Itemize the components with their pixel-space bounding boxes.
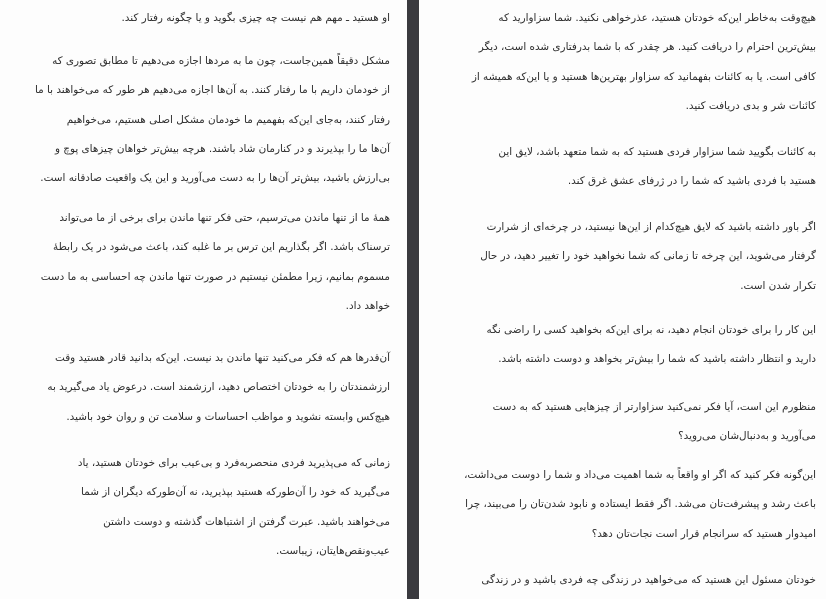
text-line: خودتان مسئول این هستید که می‌خواهید در زندگی چه فردی باشید و در زندگی xyxy=(481,574,816,586)
text-line: بی‌ارزش باشید، بیش‌تر آن‌ها را به دست می‌آورید و این یک واقعیت صادقانه است. xyxy=(40,172,390,185)
text-line: می‌گیرید که خود را آن‌طورکه هستید بپذیرید، نه آن‌طورکه دیگران از شما xyxy=(81,486,390,499)
text-line: کائنات شر و بدی دریافت کنید. xyxy=(685,99,816,112)
paragraph xyxy=(8,47,390,193)
paragraph xyxy=(8,4,390,33)
paragraph xyxy=(459,316,816,375)
text-line: او هستید ـ مهم هم نیست چه چیزی بگوید و یا چگونه رفتار کند. xyxy=(121,12,390,24)
text-line: امیدوار هستید که سرانجام قرار است نجات‌تان دهد؟ xyxy=(591,527,816,540)
text-line: تکرار شدن است. xyxy=(740,279,816,292)
page-gutter xyxy=(407,0,419,599)
text-line: هستید با فردی باشید که شما را در ژرفای عشق غرق کند. xyxy=(567,175,816,188)
text-line: می‌آورید و به‌دنبال‌شان می‌روید؟ xyxy=(678,430,816,443)
text-line: به کائنات بگویید شما سزاوار فردی هستید که به شما متعهد باشد، لایق این xyxy=(498,146,816,158)
text-line: آن‌ها ما را بپذیرند و در کنارمان شاد باشند. هرچه بیش‌تر خواهان چیزهای پوچ و xyxy=(54,142,390,155)
text-line: هیچ‌کس وابسته نشوید و مواظب احساسات و سلامت تن و روان خود باشید. xyxy=(66,410,390,423)
text-line: دارید و انتظار داشته باشید که شما را بیش‌تر بخواهد و دوست داشته باشد. xyxy=(498,353,816,366)
text-line: این‌گونه فکر کنید که اگر او واقعاً به شما اهمیت می‌داد و شما را دوست می‌داشت، xyxy=(464,469,816,481)
paragraph xyxy=(459,4,816,121)
text-line: مشکل دقیقاً همین‌جاست، چون ما به مردها اجازه می‌دهیم تا مطابق تصوری که xyxy=(52,55,390,67)
text-line: خواهد داد. xyxy=(345,299,390,312)
text-line: کافی است. یا به کائنات بفهمانید که سزاوار بهترین‌ها هستید و یا این‌که همیشه از xyxy=(471,70,816,83)
paragraph xyxy=(459,393,816,452)
paragraph xyxy=(8,449,390,566)
text-line: ارزشمندتان را به خودتان اختصاص دهید، ارزشمند است. درعوض یاد می‌گیرید به xyxy=(47,381,390,394)
text-line: عیب‌ونقص‌هایتان، زیباست. xyxy=(276,544,390,557)
text-line: هیچ‌وقت به‌خاطر این‌که خودتان هستید، عذرخواهی نکنید. شما سزاوارید که xyxy=(498,12,816,24)
text-line: رفتار کنند، به‌جای این‌که بفهمیم ما خودمان مشکل اصلی هستیم، می‌خواهیم xyxy=(66,113,390,126)
text-line: می‌خواهند باشید. عبرت گرفتن از اشتباهات گذشته و دوست داشتن xyxy=(103,515,390,528)
text-line: از خودمان داریم با ما رفتار کنند. به آن‌ها اجازه می‌دهیم هر طور که می‌خواهند با ما xyxy=(34,84,390,97)
text-line: بیش‌ترین احترام را دریافت کنید. هر چقدر که با شما بدرفتاری شده است، دیگر xyxy=(478,41,816,54)
paragraph xyxy=(459,213,816,301)
text-line: این کار را برای خودتان انجام دهید، نه برای این‌که بخواهید کسی را راضی نگه xyxy=(486,324,816,336)
text-line: منظورم این است، آیا فکر نمی‌کنید سزاوارتر از چیزهایی هستید که به دست xyxy=(492,401,816,413)
text-line: اگر باور داشته باشید که لایق هیچ‌کدام از این‌ها نیستید، در چرخه‌ای از شرارت xyxy=(486,221,816,233)
paragraph xyxy=(459,138,816,197)
text-line: باعث رشد و پیشرفت‌تان می‌شد. اگر فقط ایستاده و نابود شدن‌تان را می‌بیند، چرا xyxy=(465,498,816,511)
text-line: گرفتار می‌شوید، این چرخه تا زمانی که شما نخواهید خود را تغییر دهید، در حال xyxy=(480,250,816,263)
text-line: زمانی که می‌پذیرید فردی منحصربه‌فرد و بی‌عیب برای خودتان هستید، یاد xyxy=(77,457,390,469)
paragraph xyxy=(459,461,816,549)
left-page xyxy=(0,0,407,599)
right-page xyxy=(419,0,826,599)
text-line: مسموم بمانیم، زیرا مطمئن نیستیم در صورت تنها ماندن چه احساسی به ما دست xyxy=(40,270,390,283)
paragraph xyxy=(8,204,390,321)
paragraph xyxy=(459,566,816,595)
text-line: همهٔ ما از تنها ماندن می‌ترسیم، حتی فکر تنها ماندن برای برخی از ما می‌تواند xyxy=(59,212,390,224)
paragraph xyxy=(8,344,390,432)
text-line: ترسناک باشد. اگر بگذاریم این ترس بر ما غلبه کند، باعث می‌شود در یک رابطهٔ xyxy=(53,241,390,254)
text-line: آن‌قدرها هم که فکر می‌کنید تنها ماندن بد نیست. این‌که بدانید قادر هستید وقت xyxy=(55,352,390,364)
